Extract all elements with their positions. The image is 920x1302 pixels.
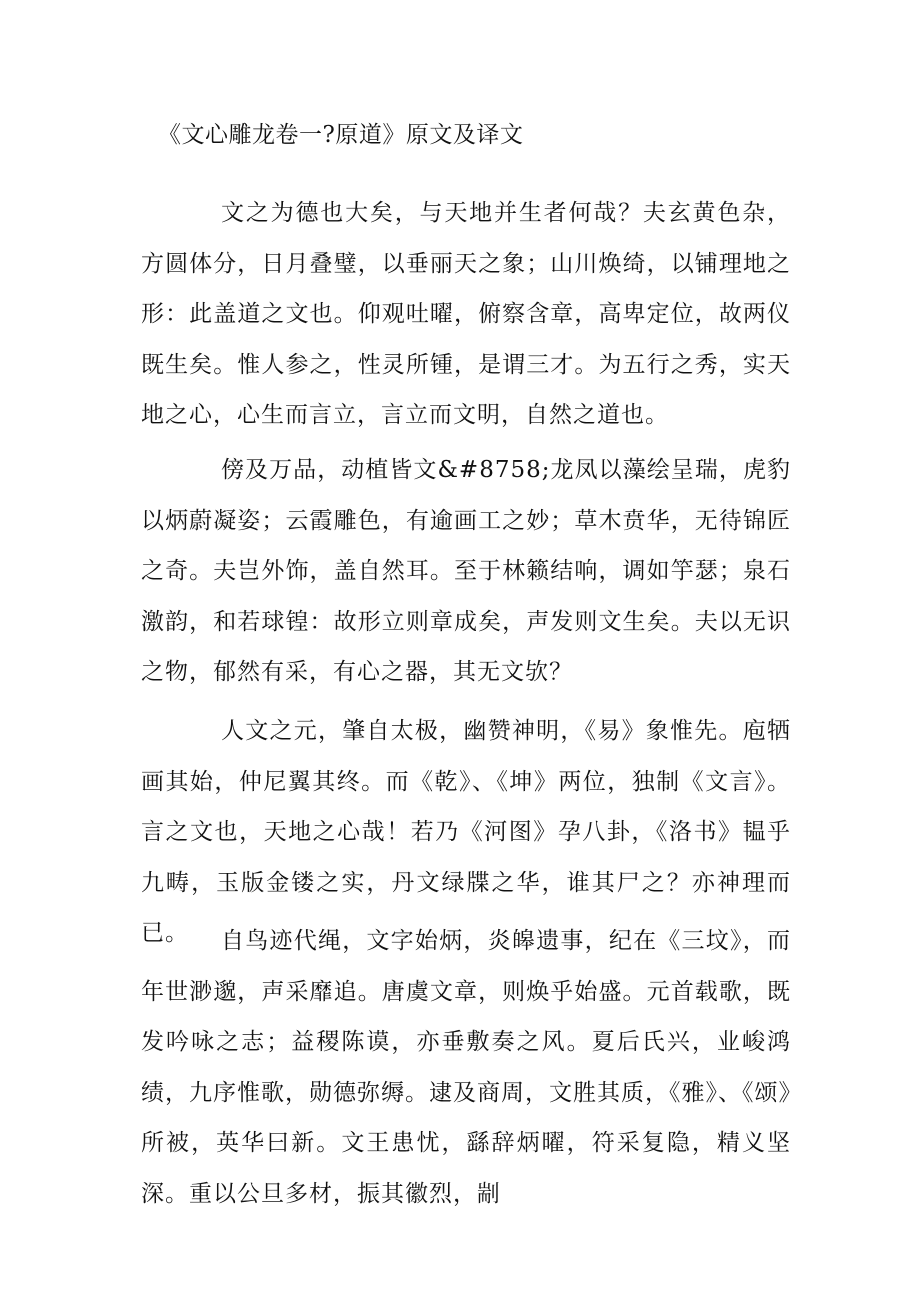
- document-title: 《文心雕龙卷一?原道》原文及译文: [158, 122, 524, 148]
- paragraph-4: 自鸟迹代绳，文字始炳，炎皞遗事，纪在《三坟》，而年世渺邈，声采靡追。唐虞文章，则焕乎始盛。元首载歌，既发吟咏之志；益稷陈谟，亦垂敷奏之风。夏后氏兴，业峻鸿绩，九序惟歌，勋德弥缛。逮及商周，文胜其质，《雅》、《颂》所被，英华曰新。文王患忧，繇辞炳曜，符采复隐，精义坚深。重以公旦多材，振其徽烈，剬: [141, 928, 791, 1207]
- paragraph-2: 傍及万品，动植皆文&#8758;龙凤以藻绘呈瑞，虎豹以炳蔚凝姿；云霞雕色，有逾画工之妙；草木贲华，无待锦匠之奇。夫岂外饰，盖自然耳。至于林籁结响，调如竽瑟；泉石激韵，和若球锽：故形立则章成矣，声发则文生矣。夫以无识之物，郁然有采，有心之器，其无文欤？: [141, 457, 791, 685]
- paragraph-1: 文之为德也大矣，与天地并生者何哉？夫玄黄色杂，方圆体分，日月叠璧，以垂丽天之象；山川焕绮，以铺理地之形：此盖道之文也。仰观吐曜，俯察含章，高卑定位，故两仪既生矣。惟人参之，性灵所锺，是谓三才。为五行之秀，实天地之心，心生而言立，言立而文明，自然之道也。: [141, 200, 791, 428]
- paragraph-3: 人文之元，肇自太极，幽赞神明，《易》象惟先。庖牺画其始，仲尼翼其终。而《乾》、《坤》两位，独制《文言》。言之文也，天地之心哉！若乃《河图》孕八卦，《洛书》韫乎九畴，玉版金镂之实，丹文绿牒之华，谁其尸之？亦神理而已。: [141, 718, 791, 946]
